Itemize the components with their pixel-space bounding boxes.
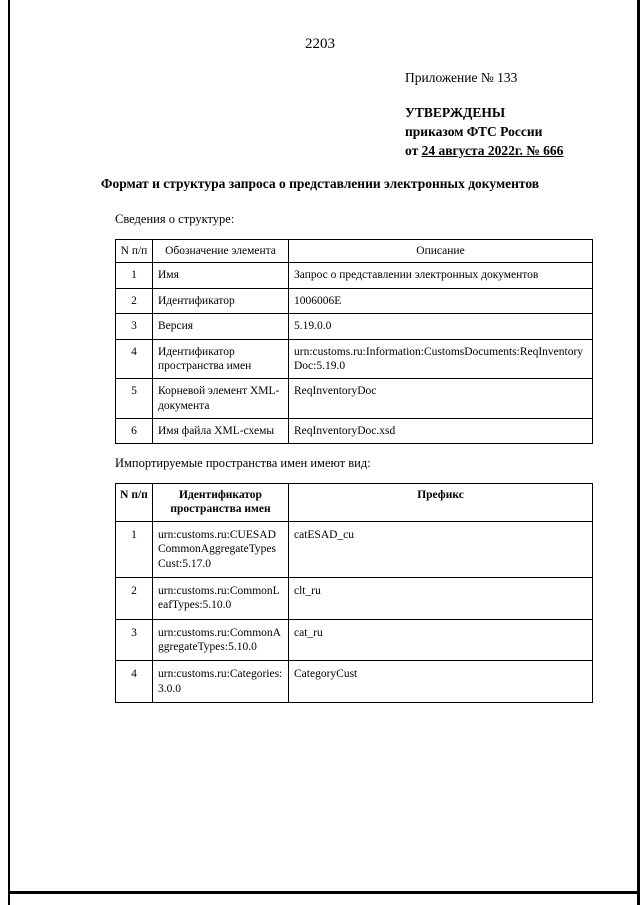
approval-line-date (405, 142, 563, 161)
table-cell: Идентификатор пространства имен (153, 339, 289, 379)
column-header: Префикс (289, 484, 593, 522)
table-cell: CategoryCust (289, 661, 593, 703)
namespaces-section-label: Импортируемые пространства имен имеют вид: (115, 456, 371, 470)
table-row (116, 619, 593, 661)
page-number: 2203 (305, 36, 335, 52)
page-border-bottom (8, 891, 640, 894)
table-cell: Имя файла XML-схемы (153, 419, 289, 444)
approval-line-approved: УТВЕРЖДЕНЫ (405, 105, 506, 120)
namespaces-table (115, 483, 593, 703)
table-cell: urn:customs.ru:Information:CustomsDocuments:ReqInventoryDoc:5.19.0 (289, 339, 593, 379)
table-row (116, 314, 593, 339)
table-cell: Версия (153, 314, 289, 339)
table-cell: urn:customs.ru:CommonLeafTypes:5.10.0 (153, 577, 289, 619)
table-row (116, 263, 593, 288)
table-row (116, 521, 593, 577)
table-cell: 3 (116, 619, 153, 661)
column-header: Обозначение элемента (153, 240, 289, 263)
column-header: Идентификатор пространства имен (153, 484, 289, 522)
table-cell: 5.19.0.0 (289, 314, 593, 339)
table-row (116, 661, 593, 703)
table-cell: catESAD_cu (289, 521, 593, 577)
table-cell: 2 (116, 288, 153, 313)
table-cell: 1 (116, 263, 153, 288)
table-header-row (116, 240, 593, 263)
annex-label: Приложение № 133 (405, 70, 518, 85)
table-row (116, 288, 593, 313)
table-cell: ReqInventoryDoc (289, 379, 593, 419)
table-cell: 1006006E (289, 288, 593, 313)
table-header-row (116, 484, 593, 522)
document-title: Формат и структура запроса о представлении электронных документов (100, 176, 540, 191)
table-cell: cat_ru (289, 619, 593, 661)
table-cell: urn:customs.ru:CommonAggregateTypes:5.10.0 (153, 619, 289, 661)
table-cell: 3 (116, 314, 153, 339)
approval-stamp (405, 104, 563, 161)
table-cell: clt_ru (289, 577, 593, 619)
column-header: N п/п (116, 484, 153, 522)
table-cell: ReqInventoryDoc.xsd (289, 419, 593, 444)
approval-date-number: 24 августа 2022г. № 666 (421, 142, 564, 158)
column-header: Описание (289, 240, 593, 263)
table-row (116, 577, 593, 619)
table-row (116, 379, 593, 419)
table-cell: Корневой элемент XML-документа (153, 379, 289, 419)
approval-line-order: приказом ФТС России (405, 123, 543, 139)
table-cell: 4 (116, 661, 153, 703)
table-cell: Имя (153, 263, 289, 288)
table-cell: 5 (116, 379, 153, 419)
table-cell: Идентификатор (153, 288, 289, 313)
approval-date-prefix: от (405, 142, 422, 158)
column-header: N п/п (116, 240, 153, 263)
table-cell: 1 (116, 521, 153, 577)
table-cell: 6 (116, 419, 153, 444)
page-border-left (8, 0, 10, 905)
table-cell: Запрос о представлении электронных документов (289, 263, 593, 288)
table-cell: urn:customs.ru:Categories:3.0.0 (153, 661, 289, 703)
table-cell: 2 (116, 577, 153, 619)
table-cell: urn:customs.ru:CUESADCommonAggregateTypesCust:5.17.0 (153, 521, 289, 577)
table-row (116, 339, 593, 379)
table-cell: 4 (116, 339, 153, 379)
table-row (116, 419, 593, 444)
structure-section-label: Сведения о структуре: (115, 212, 235, 226)
structure-table (115, 239, 593, 444)
